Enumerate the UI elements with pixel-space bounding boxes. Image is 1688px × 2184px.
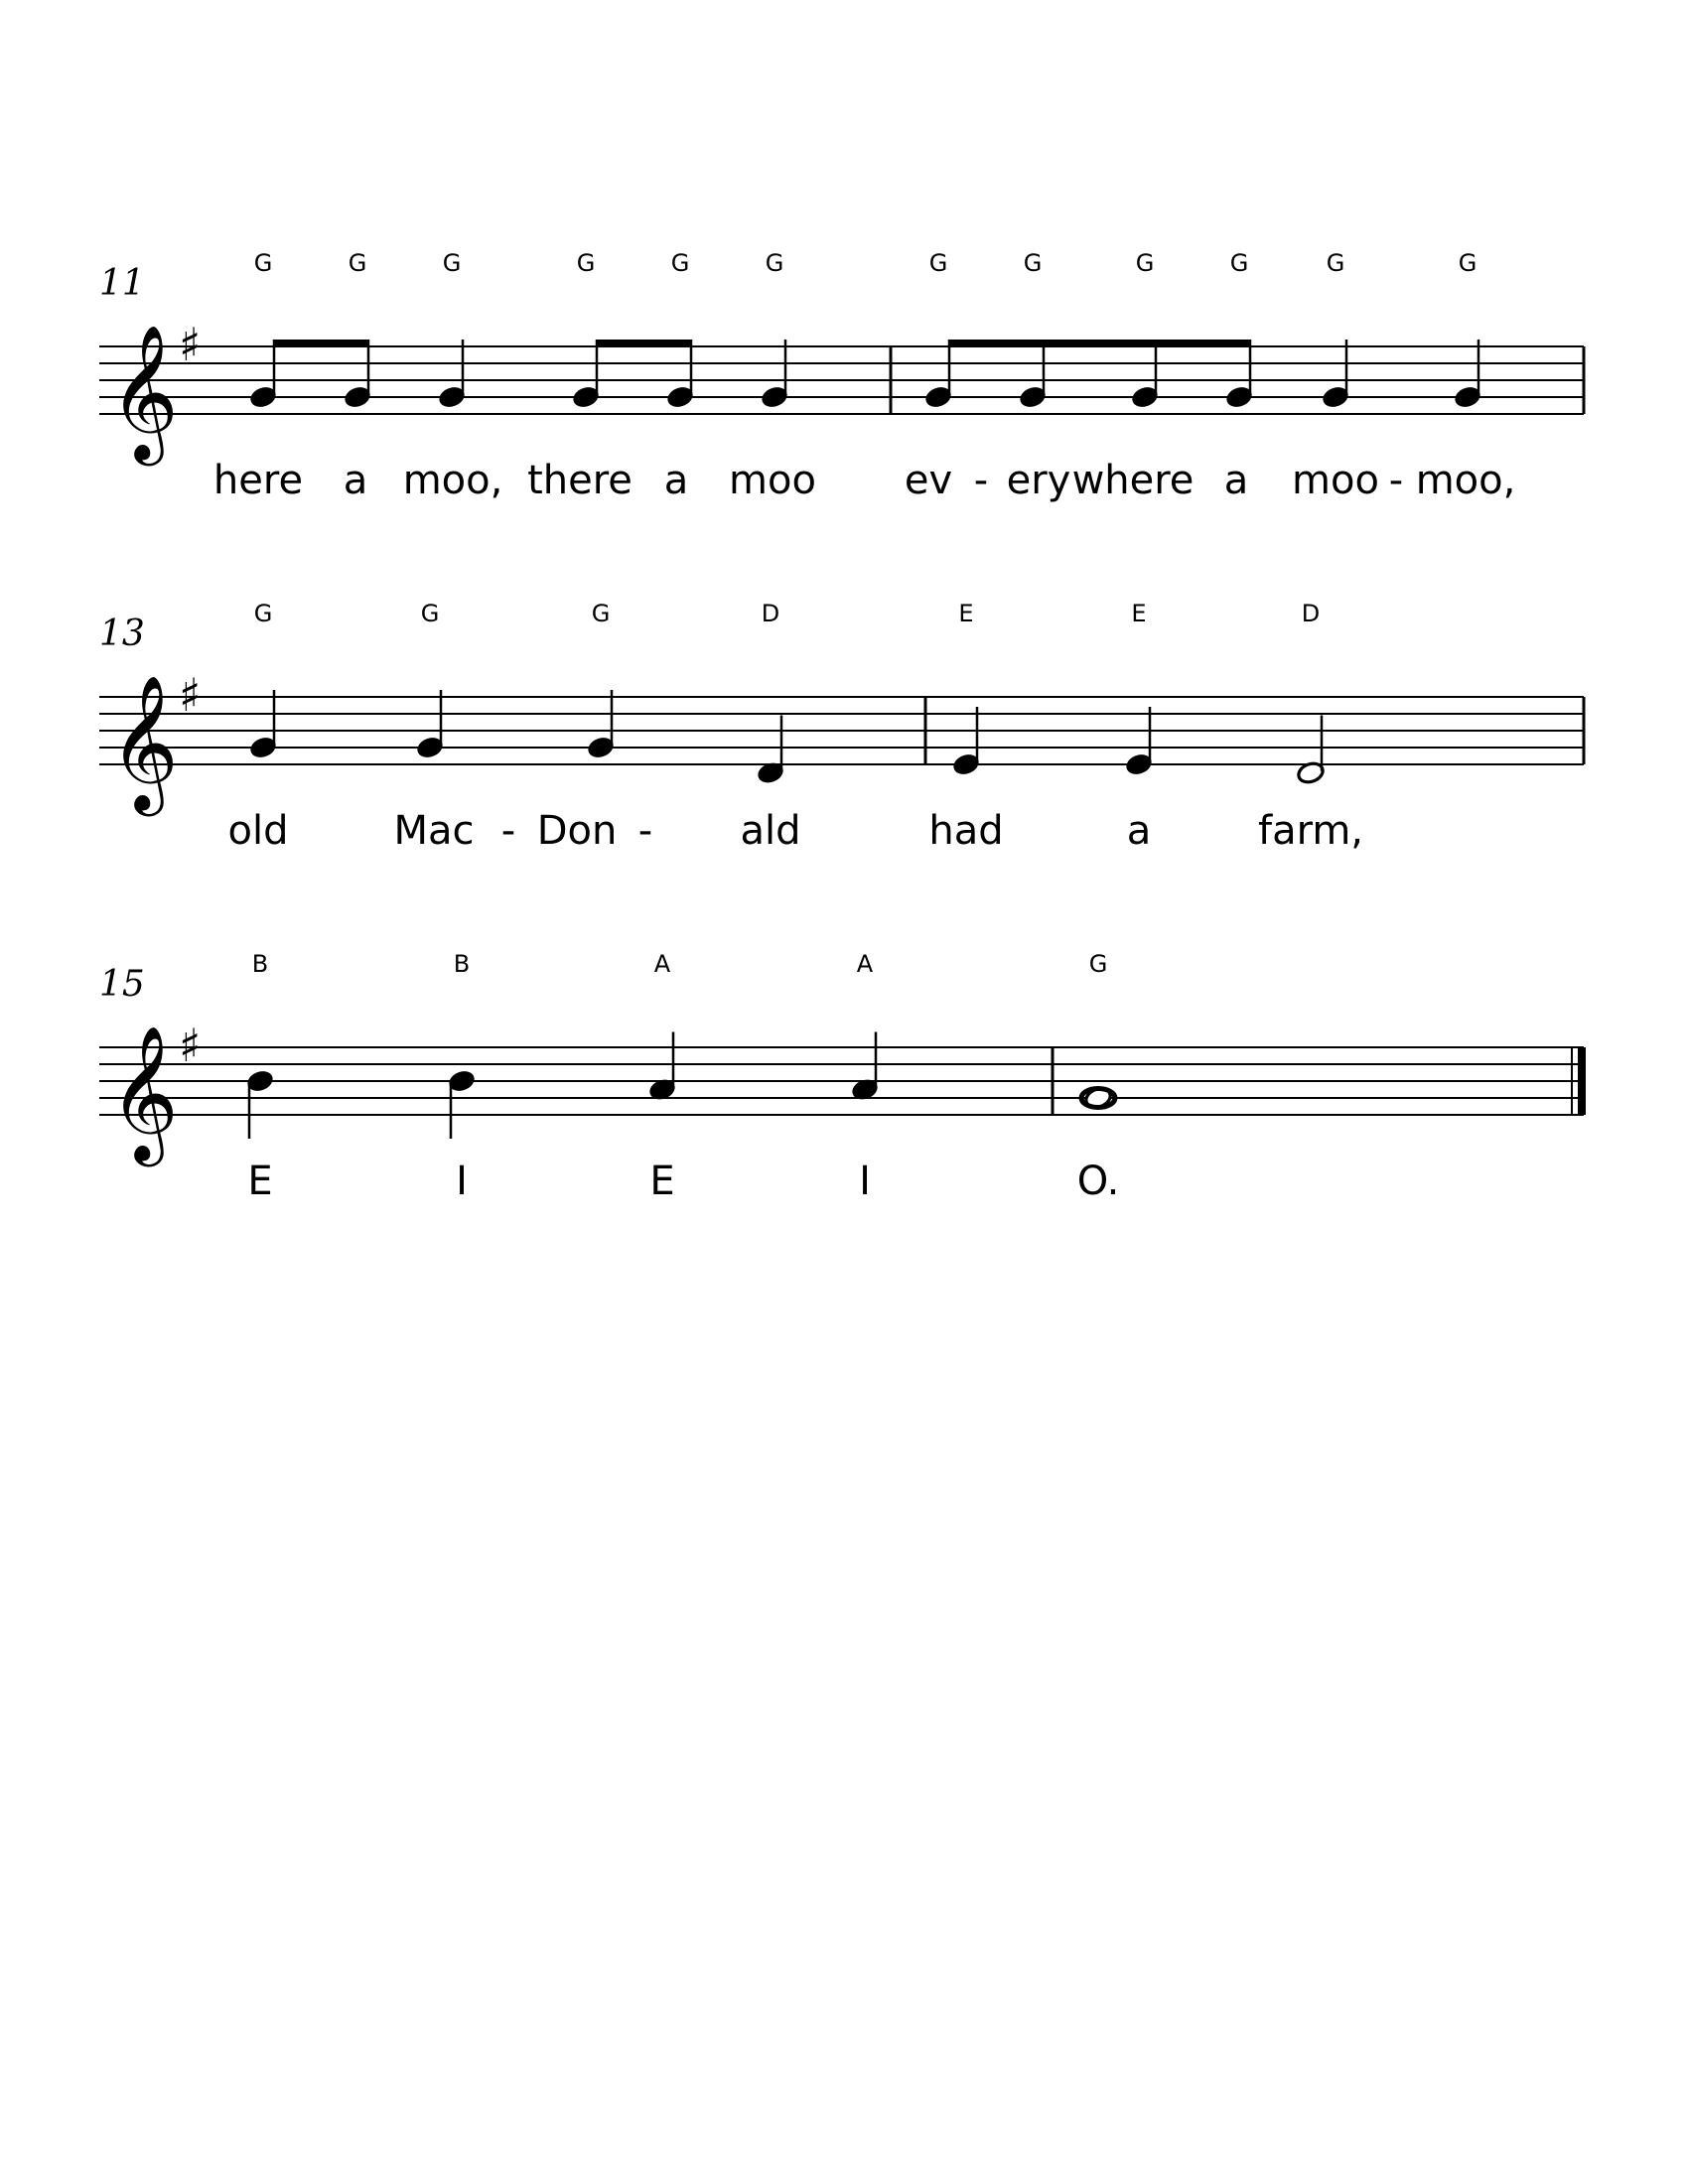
lyric-syllable: Don	[536, 808, 618, 854]
note	[1224, 249, 1254, 410]
measure-number: 15	[99, 964, 145, 1005]
lyric-syllable: moo,	[402, 458, 503, 503]
note	[343, 249, 372, 410]
note-name-label: G	[1088, 950, 1108, 978]
note-name-label: G	[348, 249, 367, 277]
treble-clef-icon: 𝄞	[109, 323, 179, 460]
note-name-label: A	[856, 950, 874, 978]
measure-number: 11	[99, 263, 145, 304]
lyric-syllable: O.	[1076, 1159, 1120, 1204]
note-name-label: G	[1023, 249, 1043, 277]
note-name-label: G	[253, 600, 273, 627]
note	[1081, 950, 1115, 1111]
note	[1018, 249, 1048, 410]
lyric-syllable: a	[1126, 808, 1152, 854]
note-name-label: G	[765, 249, 784, 277]
lyric-syllable: E	[649, 1159, 675, 1204]
final-barline-thick	[1578, 1047, 1586, 1115]
note	[1296, 600, 1326, 785]
note	[647, 950, 677, 1102]
note	[415, 600, 445, 760]
note-name-label: G	[442, 249, 462, 277]
note-name-label: G	[253, 249, 273, 277]
note-name-label: D	[1301, 600, 1321, 627]
key-signature-sharp-icon: ♯	[179, 318, 202, 371]
note-name-label: D	[761, 600, 780, 627]
note-name-label: G	[576, 249, 596, 277]
lyric-syllable: moo,	[1415, 458, 1516, 503]
note-name-label: G	[420, 600, 440, 627]
note-name-label: B	[251, 950, 269, 978]
lyric-syllable: moo	[729, 458, 816, 503]
lyric-syllable: I	[456, 1159, 468, 1204]
note	[850, 950, 880, 1102]
key-signature-sharp-icon: ♯	[179, 1019, 202, 1072]
note	[760, 249, 789, 410]
note-name-label: G	[1326, 249, 1345, 277]
lyric-syllable: E	[247, 1159, 273, 1204]
note-name-label: G	[1135, 249, 1155, 277]
staff-system	[99, 249, 1584, 503]
lyric-syllable: a	[663, 458, 689, 503]
note	[437, 249, 467, 410]
note-name-label: G	[1458, 249, 1477, 277]
lyric-syllable: there	[527, 458, 633, 503]
lyric-hyphen: -	[973, 458, 989, 503]
lyric-hyphen: -	[500, 808, 516, 854]
lyric-syllable: moo	[1292, 458, 1379, 503]
note-name-label: E	[1131, 600, 1147, 627]
note	[248, 600, 278, 760]
lyric-syllable: here	[212, 458, 304, 503]
note	[1124, 600, 1154, 777]
treble-clef-icon: 𝄞	[109, 1024, 179, 1160]
note	[571, 249, 601, 410]
lyric-syllable: ald	[740, 808, 801, 854]
beam	[948, 340, 1251, 347]
note	[245, 950, 275, 1139]
lyric-syllable: had	[928, 808, 1004, 854]
note	[1453, 249, 1482, 410]
lyric-syllable: a	[343, 458, 368, 503]
measure-number: 13	[99, 614, 145, 654]
lyric-syllable: where	[1071, 458, 1195, 503]
note-name-label: G	[591, 600, 611, 627]
lyric-syllable: a	[1223, 458, 1249, 503]
beam	[596, 340, 692, 347]
note	[1321, 249, 1350, 410]
note-name-label: A	[653, 950, 671, 978]
treble-clef-icon: 𝄞	[109, 673, 179, 810]
note	[447, 950, 477, 1139]
key-signature-sharp-icon: ♯	[179, 668, 202, 722]
note-name-label: E	[958, 600, 974, 627]
note	[248, 249, 278, 410]
note-name-label: G	[1229, 249, 1249, 277]
lyric-hyphen: -	[637, 808, 653, 854]
lyric-syllable: I	[859, 1159, 871, 1204]
note	[665, 249, 695, 410]
note	[586, 600, 616, 760]
lyric-syllable: farm,	[1257, 808, 1364, 854]
lyric-hyphen: -	[1388, 458, 1404, 503]
staff-system	[99, 950, 1586, 1204]
note-name-label: B	[453, 950, 471, 978]
note-name-label: G	[670, 249, 690, 277]
lyric-syllable: old	[227, 808, 289, 854]
beam	[273, 340, 369, 347]
note	[951, 600, 981, 777]
note	[1130, 249, 1160, 410]
lyric-syllable: ev	[904, 458, 953, 503]
staff-system	[99, 600, 1584, 854]
note-name-label: G	[928, 249, 948, 277]
note	[923, 249, 953, 410]
lyric-syllable: Mac	[393, 808, 475, 854]
note	[756, 600, 785, 785]
lyric-syllable: ery	[1006, 458, 1071, 503]
